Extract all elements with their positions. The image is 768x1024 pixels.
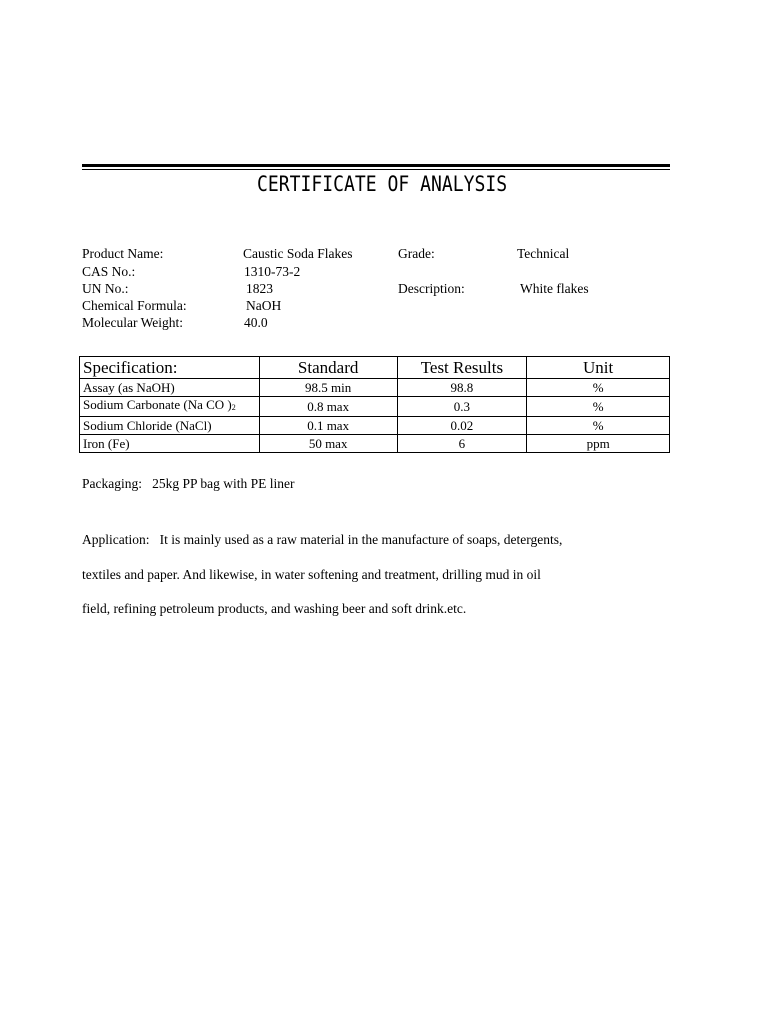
formula-value: NaOH	[246, 298, 282, 313]
result-cell: 0.3	[397, 397, 527, 417]
grade-label: Grade:	[398, 246, 435, 261]
application-line-2: textiles and paper. And likewise, in water softening and treatment, drilling mud in oil	[82, 567, 541, 582]
product-name-value: Caustic Soda Flakes	[243, 246, 353, 261]
header-test-results: Test Results	[397, 357, 527, 379]
packaging-text: Packaging: 25kg PP bag with PE liner	[82, 476, 295, 491]
cas-value: 1310-73-2	[244, 264, 301, 279]
spec-cell: Assay (as NaOH)	[80, 379, 260, 397]
document-title: CERTIFICATE OF ANALYSIS	[256, 172, 508, 196]
header-rule-thick	[82, 164, 670, 167]
table-row	[80, 435, 670, 453]
molecular-weight-label: Molecular Weight:	[82, 315, 184, 330]
description-label: Description:	[398, 281, 465, 296]
cas-label: CAS No.:	[82, 264, 136, 279]
result-cell: 0.02	[397, 417, 527, 435]
unit-cell: ppm	[527, 435, 670, 453]
spec-cell: Iron (Fe)	[80, 435, 260, 453]
specification-table	[79, 356, 670, 453]
table-row	[80, 397, 670, 417]
spec-text: Sodium Carbonate (Na CO )	[83, 397, 232, 412]
molecular-weight-value: 40.0	[244, 315, 268, 330]
unit-cell: %	[527, 379, 670, 397]
spec-cell: Sodium Chloride (NaCl)	[80, 417, 260, 435]
description-value: White flakes	[520, 281, 589, 296]
application-line-1: Application: It is mainly used as a raw material in the manufacture of soaps, detergents,	[82, 532, 563, 547]
result-cell: 98.8	[397, 379, 527, 397]
application-line-3: field, refining petroleum products, and washing beer and soft drink.etc.	[82, 601, 467, 616]
unit-cell: %	[527, 397, 670, 417]
spec-cell	[80, 397, 260, 417]
header-unit: Unit	[527, 357, 670, 379]
header-rule-thin	[82, 169, 670, 170]
un-label: UN No.:	[82, 281, 129, 296]
table-header-row	[80, 357, 670, 379]
header-specification: Specification:	[80, 357, 260, 379]
table-row	[80, 379, 670, 397]
standard-cell: 0.8 max	[259, 397, 397, 417]
unit-cell: %	[527, 417, 670, 435]
formula-label: Chemical Formula:	[82, 298, 187, 313]
standard-cell: 0.1 max	[259, 417, 397, 435]
header-standard: Standard	[259, 357, 397, 379]
standard-cell: 98.5 min	[259, 379, 397, 397]
un-value: 1823	[246, 281, 273, 296]
spec-subscript: 2	[231, 403, 236, 412]
standard-cell: 50 max	[259, 435, 397, 453]
grade-value: Technical	[517, 246, 570, 261]
table-row	[80, 417, 670, 435]
product-name-label: Product Name:	[82, 246, 164, 261]
result-cell: 6	[397, 435, 527, 453]
